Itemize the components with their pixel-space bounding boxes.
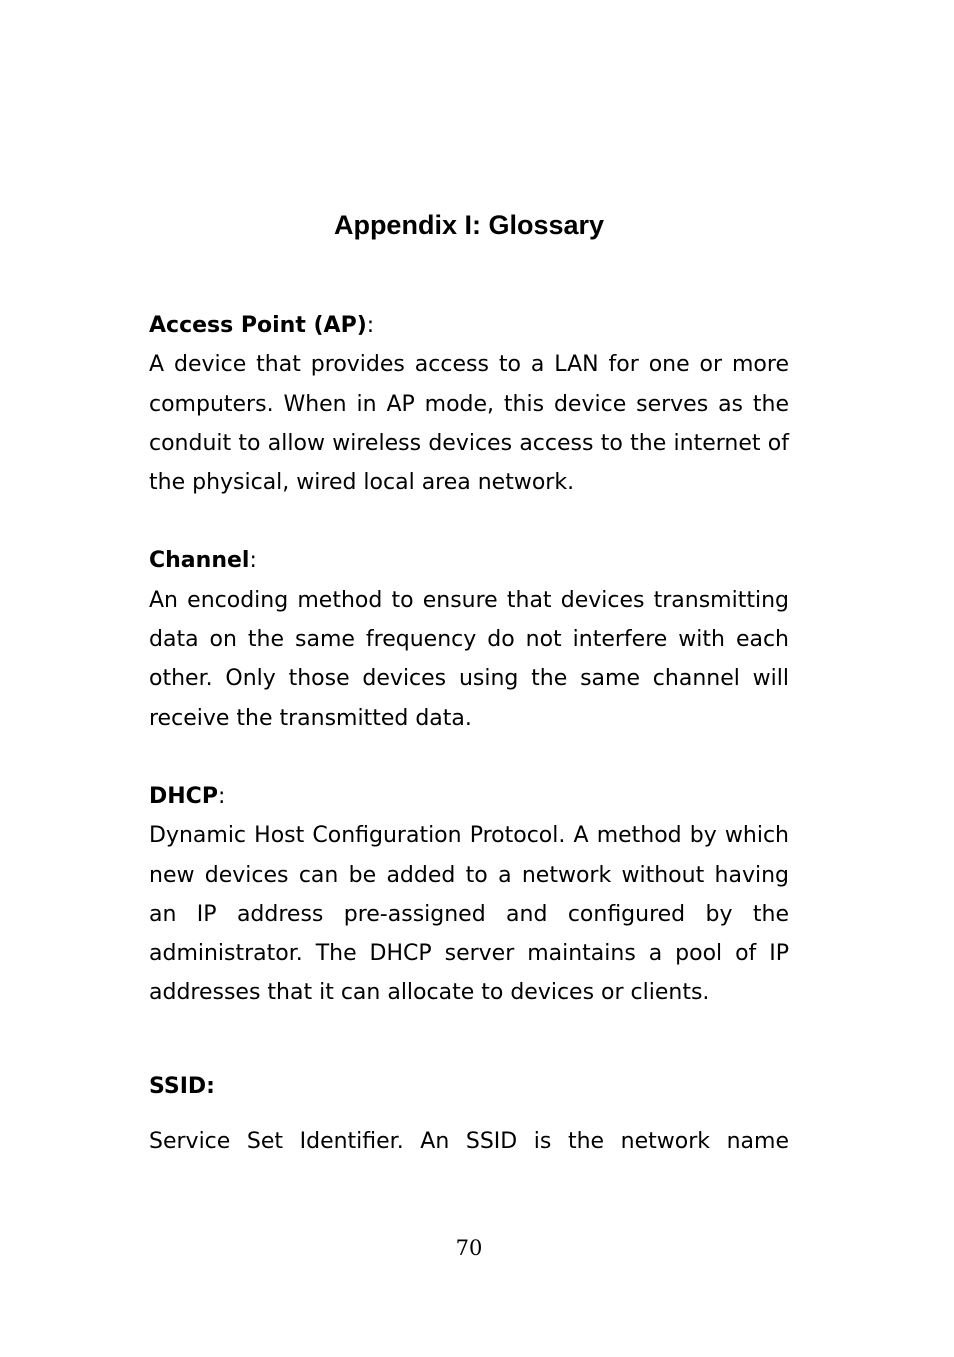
term-colon: : [366, 313, 375, 338]
glossary-term [149, 541, 789, 580]
term-text: Channel [149, 548, 250, 574]
term-text: Access Point (AP) [149, 313, 367, 338]
term-colon: : [249, 548, 257, 574]
term-text: DHCP [149, 783, 218, 809]
glossary-term [149, 1067, 789, 1106]
page-number: 70 [455, 1236, 483, 1260]
term-text: SSID: [149, 1073, 215, 1099]
page-title: Appendix I: Glossary [333, 210, 605, 240]
glossary-term [149, 777, 789, 816]
glossary-term [149, 306, 789, 345]
glossary-entry-ssid [149, 1067, 789, 1162]
glossary-definition: A device that provides access to a LAN for one or more computers. When in AP mode, this device serves as the conduit to allow wireless devices access to the internet of the physical, wired local area network. [149, 352, 789, 496]
glossary-definition: An encoding method to ensure that devices transmitting data on the same frequency do not interfere with each other. Only those devices using the same channel will receive the transmitted data. [149, 587, 789, 731]
glossary-definition: Dynamic Host Configuration Protocol. A method by which new devices can be added to a network without having an IP address pre-assigned and configured by the administrator. The DHCP server maintains a pool of IP addresses that it can allocate to devices or clients. [149, 823, 789, 1006]
glossary-definition: Service Set Identifier. An SSID is the network name [149, 1129, 789, 1155]
glossary-entry-access-point [149, 306, 789, 502]
glossary-entry-channel [149, 541, 789, 737]
term-colon: : [217, 783, 226, 809]
glossary-entry-dhcp [149, 777, 789, 1013]
glossary-content [149, 306, 789, 1161]
